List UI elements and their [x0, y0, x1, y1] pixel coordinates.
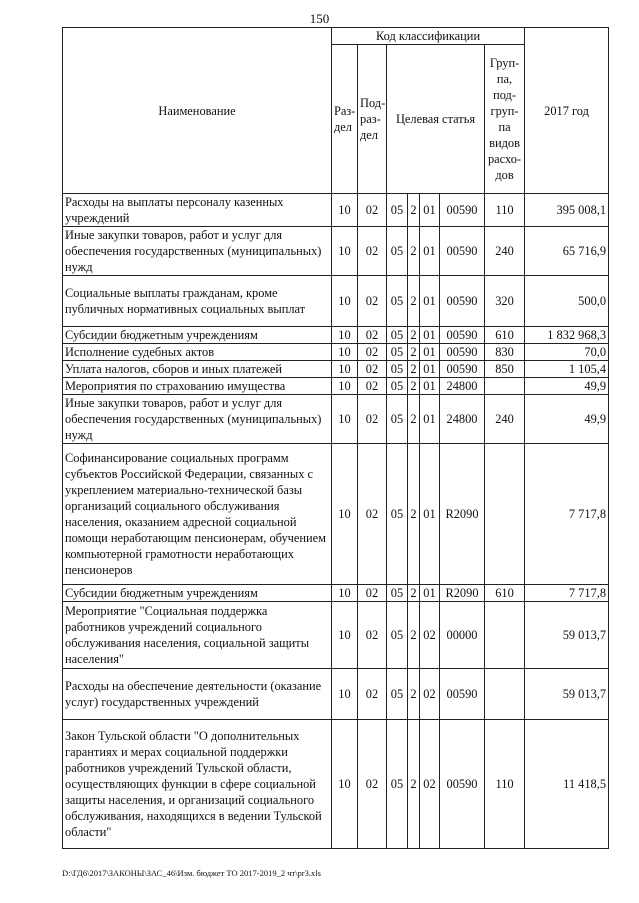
row-amount: 11 418,5 — [525, 720, 609, 849]
row-cs4: R2090 — [440, 585, 485, 602]
table-row — [63, 395, 609, 444]
row-name: Софинансирование социальных программ субъектов Российской Федерации, связанных с укреплением материально-технической базы организаций социального обслуживания населения, оказанием адресной социальной помощи неработающим пенсионерам, обучением компьютерной грамотности неработающих пенсионеров — [63, 444, 332, 585]
row-vid: 610 — [485, 585, 525, 602]
header-year: 2017 год — [525, 28, 609, 194]
row-cs1: 05 — [387, 194, 408, 227]
row-vid: 240 — [485, 395, 525, 444]
row-amount: 395 008,1 — [525, 194, 609, 227]
row-cs2: 2 — [408, 194, 420, 227]
row-amount: 65 716,9 — [525, 227, 609, 276]
row-amount: 7 717,8 — [525, 444, 609, 585]
row-cs3: 01 — [420, 395, 440, 444]
row-cs1: 05 — [387, 327, 408, 344]
row-cs2: 2 — [408, 444, 420, 585]
row-name: Расходы на выплаты персоналу казенных учреждений — [63, 194, 332, 227]
row-vid — [485, 444, 525, 585]
row-cs2: 2 — [408, 585, 420, 602]
row-razdel: 10 — [332, 720, 358, 849]
row-name: Иные закупки товаров, работ и услуг для обеспечения государственных (муниципальных) нужд — [63, 395, 332, 444]
row-cs4: 00590 — [440, 361, 485, 378]
header-target: Целевая статья — [387, 45, 485, 194]
row-cs4: 00590 — [440, 720, 485, 849]
row-podrazdel: 02 — [358, 669, 387, 720]
table-row — [63, 327, 609, 344]
row-name: Закон Тульской области "О дополнительных гарантиях и мерах социальной поддержки работников учреждений Тульской области, осуществляющих функции в сфере социальной защиты населения, и организаций социального обслуживания, находящихся в ведении Тульской области" — [63, 720, 332, 849]
row-podrazdel: 02 — [358, 327, 387, 344]
row-cs1: 05 — [387, 585, 408, 602]
row-name: Мероприятие "Социальная поддержка работников учреждений социального обслуживания населения, социальной защиты населения" — [63, 602, 332, 669]
row-podrazdel: 02 — [358, 344, 387, 361]
row-razdel: 10 — [332, 361, 358, 378]
row-amount: 70,0 — [525, 344, 609, 361]
row-cs4: 00590 — [440, 327, 485, 344]
row-cs2: 2 — [408, 227, 420, 276]
row-cs3: 02 — [420, 669, 440, 720]
row-podrazdel: 02 — [358, 194, 387, 227]
row-podrazdel: 02 — [358, 602, 387, 669]
row-cs1: 05 — [387, 276, 408, 327]
table-row — [63, 361, 609, 378]
row-cs1: 05 — [387, 602, 408, 669]
row-cs4: 00590 — [440, 276, 485, 327]
table-row — [63, 276, 609, 327]
header-name: Наименование — [63, 28, 332, 194]
row-podrazdel: 02 — [358, 585, 387, 602]
row-razdel: 10 — [332, 602, 358, 669]
row-cs3: 01 — [420, 444, 440, 585]
row-razdel: 10 — [332, 585, 358, 602]
row-podrazdel: 02 — [358, 276, 387, 327]
table-row — [63, 378, 609, 395]
row-cs3: 01 — [420, 276, 440, 327]
row-cs2: 2 — [408, 602, 420, 669]
row-amount: 49,9 — [525, 378, 609, 395]
row-cs3: 01 — [420, 585, 440, 602]
row-vid: 850 — [485, 361, 525, 378]
row-name: Уплата налогов, сборов и иных платежей — [63, 361, 332, 378]
row-cs2: 2 — [408, 344, 420, 361]
row-cs4: 00590 — [440, 669, 485, 720]
row-cs4: 00590 — [440, 344, 485, 361]
row-razdel: 10 — [332, 444, 358, 585]
row-vid: 240 — [485, 227, 525, 276]
row-podrazdel: 02 — [358, 227, 387, 276]
row-name: Иные закупки товаров, работ и услуг для обеспечения государственных (муниципальных) нужд — [63, 227, 332, 276]
row-cs2: 2 — [408, 720, 420, 849]
file-path-footer: D:\ГД6\2017\ЗАКОНЫ\ЗАС_46\Изм. бюджет ТО 2017-2019_2 чт\pr3.xls — [62, 868, 321, 878]
header-section: Раз- дел — [332, 45, 358, 194]
table-body — [63, 194, 609, 849]
row-cs1: 05 — [387, 378, 408, 395]
table-row — [63, 602, 609, 669]
row-razdel: 10 — [332, 395, 358, 444]
row-name: Исполнение судебных актов — [63, 344, 332, 361]
row-amount: 500,0 — [525, 276, 609, 327]
table-row — [63, 585, 609, 602]
page-number: 150 — [309, 11, 330, 26]
budget-table — [62, 27, 609, 849]
table-row — [63, 194, 609, 227]
header-subsection: Под- раз- дел — [358, 45, 387, 194]
row-cs2: 2 — [408, 378, 420, 395]
row-cs1: 05 — [387, 720, 408, 849]
row-vid: 110 — [485, 720, 525, 849]
row-cs1: 05 — [387, 361, 408, 378]
row-cs4: 00590 — [440, 227, 485, 276]
table-row — [63, 227, 609, 276]
row-name: Расходы на обеспечение деятельности (оказание услуг) государственных учреждений — [63, 669, 332, 720]
row-cs3: 01 — [420, 344, 440, 361]
row-cs1: 05 — [387, 395, 408, 444]
row-razdel: 10 — [332, 327, 358, 344]
row-amount: 1 105,4 — [525, 361, 609, 378]
row-razdel: 10 — [332, 669, 358, 720]
table-row — [63, 344, 609, 361]
row-cs1: 05 — [387, 227, 408, 276]
row-cs4: R2090 — [440, 444, 485, 585]
row-vid — [485, 669, 525, 720]
row-amount: 59 013,7 — [525, 669, 609, 720]
row-vid: 610 — [485, 327, 525, 344]
row-name: Мероприятия по страхованию имущества — [63, 378, 332, 395]
row-cs3: 02 — [420, 720, 440, 849]
row-razdel: 10 — [332, 227, 358, 276]
row-razdel: 10 — [332, 194, 358, 227]
row-cs1: 05 — [387, 669, 408, 720]
row-amount: 7 717,8 — [525, 585, 609, 602]
row-name: Субсидии бюджетным учреждениям — [63, 327, 332, 344]
row-vid: 320 — [485, 276, 525, 327]
row-podrazdel: 02 — [358, 395, 387, 444]
row-cs3: 01 — [420, 194, 440, 227]
row-amount: 49,9 — [525, 395, 609, 444]
row-cs4: 00000 — [440, 602, 485, 669]
row-cs2: 2 — [408, 669, 420, 720]
row-name: Субсидии бюджетным учреждениям — [63, 585, 332, 602]
row-cs4: 24800 — [440, 378, 485, 395]
table-row — [63, 444, 609, 585]
row-cs3: 01 — [420, 327, 440, 344]
row-cs3: 01 — [420, 378, 440, 395]
row-podrazdel: 02 — [358, 361, 387, 378]
row-cs1: 05 — [387, 444, 408, 585]
row-cs2: 2 — [408, 361, 420, 378]
row-vid: 830 — [485, 344, 525, 361]
row-podrazdel: 02 — [358, 378, 387, 395]
table-row — [63, 720, 609, 849]
row-cs4: 00590 — [440, 194, 485, 227]
row-cs3: 01 — [420, 361, 440, 378]
header-expense-group: Груп- па, под- груп- па видов расхо- дов — [485, 45, 525, 194]
row-razdel: 10 — [332, 276, 358, 327]
row-razdel: 10 — [332, 378, 358, 395]
row-amount: 59 013,7 — [525, 602, 609, 669]
row-cs1: 05 — [387, 344, 408, 361]
row-vid — [485, 378, 525, 395]
row-cs2: 2 — [408, 276, 420, 327]
row-podrazdel: 02 — [358, 444, 387, 585]
row-vid: 110 — [485, 194, 525, 227]
row-cs2: 2 — [408, 327, 420, 344]
header-code-group: Код классификации — [332, 28, 525, 45]
row-amount: 1 832 968,3 — [525, 327, 609, 344]
row-cs3: 02 — [420, 602, 440, 669]
row-razdel: 10 — [332, 344, 358, 361]
table-row — [63, 669, 609, 720]
row-vid — [485, 602, 525, 669]
row-cs3: 01 — [420, 227, 440, 276]
row-cs2: 2 — [408, 395, 420, 444]
row-cs4: 24800 — [440, 395, 485, 444]
row-podrazdel: 02 — [358, 720, 387, 849]
row-name: Социальные выплаты гражданам, кроме публичных нормативных социальных выплат — [63, 276, 332, 327]
